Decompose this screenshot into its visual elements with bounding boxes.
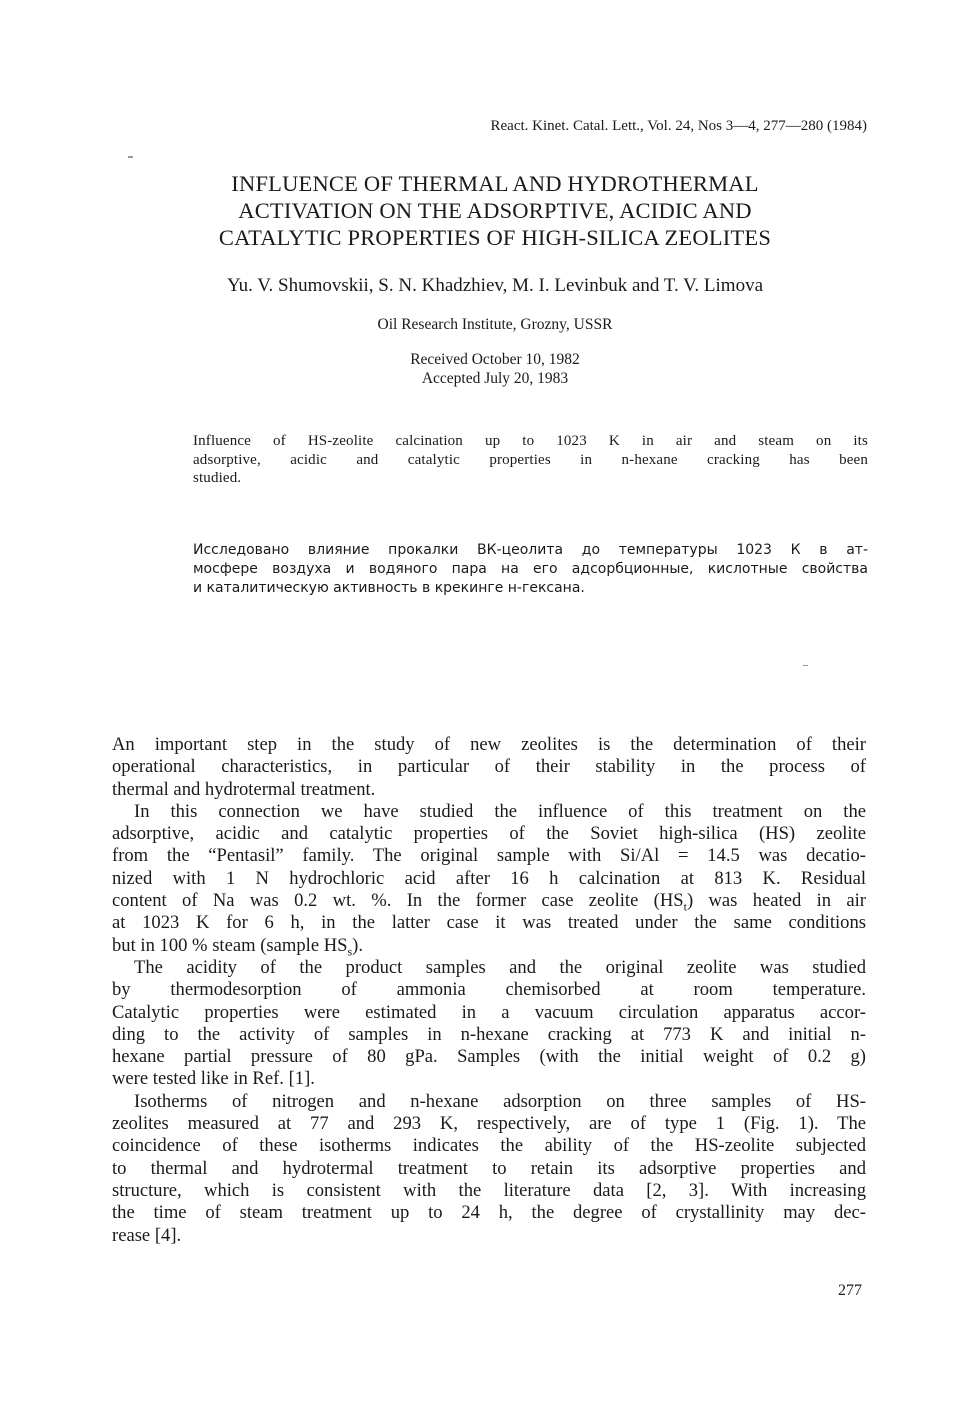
paragraph-4 — [112, 1091, 866, 1247]
text-line — [112, 890, 866, 912]
text-line: adsorptive, acidic and catalytic properties of the Soviet high-silica (HS) zeolite — [112, 823, 866, 845]
title-line: ACTIVATION ON THE ADSORPTIVE, ACIDIC AND — [238, 198, 752, 223]
text-line — [112, 935, 866, 957]
text-line: zeolites measured at 77 and 293 K, respectively, are of type 1 (Fig. 1). The — [112, 1113, 866, 1135]
abstract-line: studied. — [193, 470, 242, 486]
text-line: rease [4]. — [112, 1224, 182, 1246]
text-line: structure, which is consistent with the literature data [2, 3]. With increasing — [112, 1179, 866, 1201]
authors: Yu. V. Shumovskii, S. N. Khadzhiev, M. I. Levinbuk and T. V. Limova — [226, 275, 764, 296]
text-segment: but in 100 % steam (sample HS — [112, 934, 348, 956]
dates — [100, 351, 890, 388]
abstract-line: adsorptive, acidic and catalytic properties in n-hexane cracking has been — [193, 451, 868, 468]
paper-title — [100, 170, 890, 251]
paragraph-2 — [112, 801, 866, 957]
text-line: nized with 1 N hydrochloric acid after 16 h calcination at 813 K. Residual — [112, 867, 866, 889]
affiliation: Oil Research Institute, Grozny, USSR — [377, 316, 613, 333]
title-line: INFLUENCE OF THERMAL AND HYDROTHERMAL — [231, 171, 759, 196]
abstract-line: Influence of HS-zeolite calcination up to 1023 K in air and steam on its — [193, 433, 868, 449]
journal-citation: Reaсt. Kinet. Catal. Lett., Vol. 24, Nos 3—4, 277—280 (1984) — [490, 118, 867, 134]
text-line: from the “Pentasil” family. The original sample with Si/Al = 14.5 was decatio- — [112, 845, 866, 867]
abstract-line: и каталитическую активность в крекинге н-гексана. — [193, 580, 585, 596]
text-line: The acidity of the product samples and the original zeolite was studied — [134, 956, 866, 978]
text-line: to thermal and hydrotermal treatment to retain its adsorptive properties and — [112, 1157, 866, 1179]
text-line: were tested like in Ref. [1]. — [112, 1068, 315, 1090]
abstract-russian — [193, 541, 868, 598]
text-line: ding to the activity of samples in n-hexane cracking at 773 K and initial n- — [112, 1023, 866, 1045]
paragraph-1 — [112, 734, 866, 801]
text-line: at 1023 K for 6 h, in the latter case it was treated under the same conditions — [112, 912, 866, 934]
accepted-date: Accepted July 20, 1983 — [421, 369, 569, 387]
text-line: Catalytic properties were estimated in a vacuum circulation apparatus accor- — [112, 1001, 866, 1023]
text-line: operational characteristics, in particular of their stability in the process of — [112, 756, 866, 778]
text-line: by thermodesorption of ammonia chemisorbed at room temperature. — [112, 979, 866, 1001]
subscript: t — [683, 899, 687, 914]
abstract-english — [193, 432, 868, 488]
text-line: An important step in the study of new zeolites is the determination of their — [112, 734, 866, 755]
text-line: In this connection we have studied the influence of this treatment on the — [134, 800, 866, 822]
abstract-line: мосфере воздуха и водяного пара на его адсорбционные, кислотные свойства — [193, 561, 868, 577]
body-text — [112, 734, 866, 1247]
text-line: the time of steam treatment up to 24 h, the degree of crystallinity may dec- — [112, 1202, 866, 1224]
text-line: coincidence of these isotherms indicates the ability of the HS-zeolite subjected — [112, 1135, 866, 1157]
abstract-line: Исследовано влияние прокалки ВК-цеолита до температуры 1023 К в ат- — [193, 542, 868, 558]
text-line: hexane partial pressure of 80 gPa. Samples (with the initial weight of 0.2 g) — [112, 1046, 866, 1068]
page-number: 277 — [838, 1282, 862, 1299]
text-line: thermal and hydrotermal treatment. — [112, 778, 376, 800]
title-line: CATALYTIC PROPERTIES OF HIGH-SILICA ZEOLITES — [218, 225, 772, 250]
text-line: Isotherms of nitrogen and n-hexane adsorption on three samples of HS- — [134, 1090, 866, 1112]
subscript: s — [347, 944, 353, 959]
received-date: Received October 10, 1982 — [410, 351, 580, 368]
text-segment: content of Na was 0.2 wt. %. In the former case zeolite (HS — [112, 890, 684, 912]
text-segment: ). — [352, 934, 364, 956]
text-segment: ) was heated in air — [686, 890, 866, 912]
paragraph-3 — [112, 957, 866, 1091]
